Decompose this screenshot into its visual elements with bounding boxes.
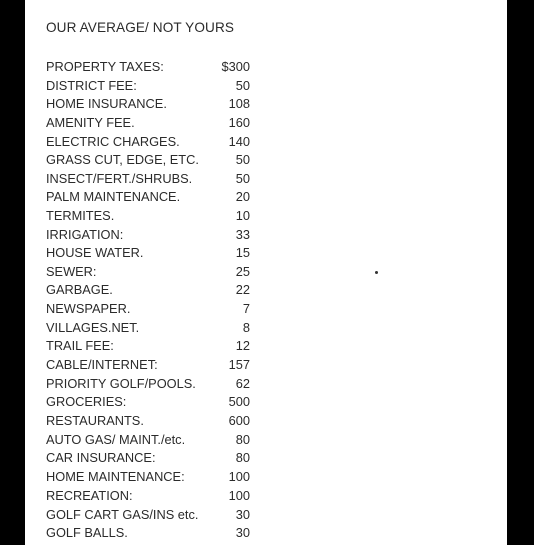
expense-amount: 500 <box>228 394 250 409</box>
page-speck <box>375 271 378 274</box>
expense-row <box>25 281 507 299</box>
expense-amount: 20 <box>235 189 250 204</box>
expense-label: GOLF CART GAS/INS etc. <box>46 507 199 522</box>
expense-row <box>25 524 507 542</box>
expense-label: HOUSE WATER. <box>46 245 144 260</box>
expense-label: ELECTRIC CHARGES. <box>46 134 180 149</box>
expense-row <box>25 133 507 151</box>
expense-amount: 15 <box>235 245 250 260</box>
expense-amount: 100 <box>228 469 250 484</box>
expense-label: GARBAGE. <box>46 282 113 297</box>
expense-label: RESTAURANTS. <box>46 413 144 428</box>
expense-row <box>25 393 507 411</box>
right-dark-border <box>507 0 534 545</box>
expense-label: GOLF BALLS. <box>46 525 128 540</box>
expense-row <box>25 114 507 132</box>
expense-amount: 25 <box>235 264 250 279</box>
expense-amount: 140 <box>228 134 250 149</box>
expense-label: TRAIL FEE: <box>46 338 114 353</box>
expense-amount: 7 <box>242 301 250 316</box>
expense-label: VILLAGES.NET. <box>46 320 140 335</box>
expense-amount: 50 <box>235 171 250 186</box>
expense-row <box>25 356 507 374</box>
expense-label: INSECT/FERT./SHRUBS. <box>46 171 193 186</box>
left-dark-border <box>0 0 25 545</box>
expense-label: CAR INSURANCE: <box>46 450 156 465</box>
expense-row <box>25 58 507 76</box>
expense-label: AUTO GAS/ MAINT./etc. <box>46 432 186 447</box>
expense-label: GROCERIES: <box>46 394 127 409</box>
expense-amount: 30 <box>235 525 250 540</box>
expense-amount: 100 <box>228 488 250 503</box>
expense-amount: 80 <box>235 450 250 465</box>
expense-row <box>25 506 507 524</box>
expense-amount: 80 <box>235 432 250 447</box>
expense-label: PRIORITY GOLF/POOLS. <box>46 376 196 391</box>
expense-amount: 8 <box>242 320 250 335</box>
expense-amount: 50 <box>235 78 250 93</box>
expense-row <box>25 337 507 355</box>
expense-row <box>25 468 507 486</box>
expense-row <box>25 263 507 281</box>
expense-row <box>25 244 507 262</box>
expense-amount: 30 <box>235 507 250 522</box>
expense-label: RECREATION: <box>46 488 133 503</box>
expense-amount: 160 <box>228 115 250 130</box>
document-page <box>25 0 507 545</box>
expense-amount: 10 <box>235 208 250 223</box>
expense-row <box>25 77 507 95</box>
expense-row <box>25 431 507 449</box>
expense-label: HOME MAINTENANCE: <box>46 469 185 484</box>
document-title: OUR AVERAGE/ NOT YOURS <box>46 20 235 35</box>
expense-row <box>25 188 507 206</box>
expense-amount: 12 <box>235 338 250 353</box>
expense-amount: 62 <box>235 376 250 391</box>
expense-row <box>25 412 507 430</box>
expense-amount: 33 <box>235 227 250 242</box>
expense-label: GRASS CUT, EDGE, ETC. <box>46 152 199 167</box>
expense-label: AMENITY FEE. <box>46 115 135 130</box>
expense-row <box>25 151 507 169</box>
expense-row <box>25 300 507 318</box>
expense-label: HOME INSURANCE. <box>46 96 167 111</box>
expense-row <box>25 95 507 113</box>
expense-row <box>25 449 507 467</box>
expense-amount: $300 <box>221 59 250 74</box>
expense-amount: 157 <box>228 357 250 372</box>
expense-row <box>25 226 507 244</box>
expense-label: TERMITES. <box>46 208 115 223</box>
expense-row <box>25 487 507 505</box>
expense-label: SEWER: <box>46 264 97 279</box>
expense-amount: 600 <box>228 413 250 428</box>
expense-row <box>25 319 507 337</box>
expense-row <box>25 170 507 188</box>
expense-label: DISTRICT FEE: <box>46 78 137 93</box>
expense-row <box>25 375 507 393</box>
expense-amount: 108 <box>228 96 250 111</box>
expense-label: PROPERTY TAXES: <box>46 59 164 74</box>
expense-amount: 50 <box>235 152 250 167</box>
expense-label: CABLE/INTERNET: <box>46 357 158 372</box>
expense-label: IRRIGATION: <box>46 227 124 242</box>
expense-row <box>25 207 507 225</box>
expense-label: PALM MAINTENANCE. <box>46 189 181 204</box>
expense-amount: 22 <box>235 282 250 297</box>
expense-label: NEWSPAPER. <box>46 301 131 316</box>
